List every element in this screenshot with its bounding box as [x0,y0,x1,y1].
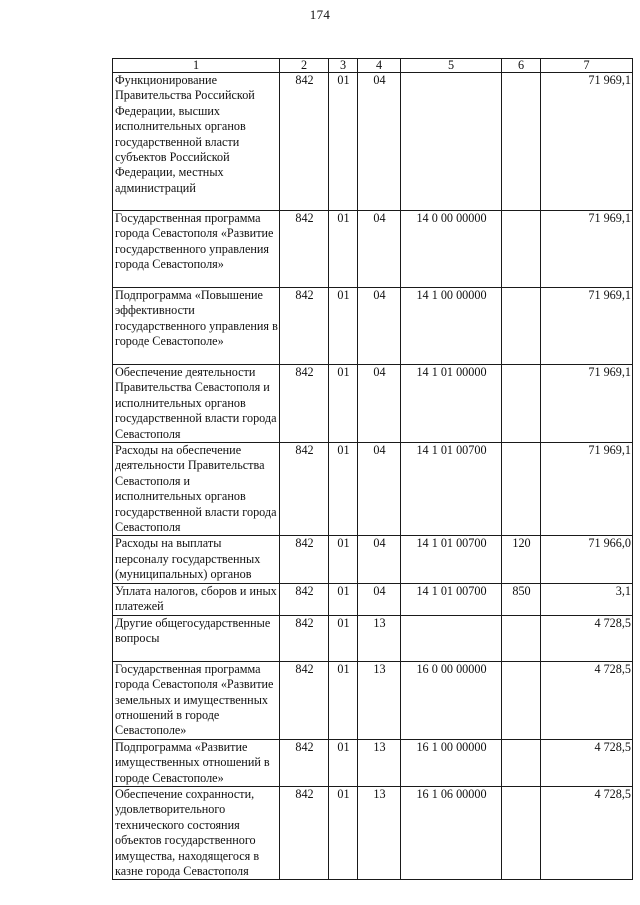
row-subsection: 04 [358,288,401,365]
row-expense-type [502,443,541,536]
table-row [113,786,633,879]
row-target-article: 16 1 06 00000 [401,786,502,879]
row-name: Расходы на обеспечение деятельности Правительства Севастополя и исполнительных органов государственной власти города Севастополя [113,443,280,536]
row-name: Государственная программа города Севастополя «Развитие государственного управления города Севастополя» [113,211,280,288]
page-number: 174 [309,7,331,22]
row-name: Подпрограмма «Развитие имущественных отношений в городе Севастополе» [113,739,280,786]
row-target-article: 14 1 01 00700 [401,443,502,536]
row-expense-type: 850 [502,583,541,615]
budget-table [112,58,633,880]
column-header-4: 4 [358,59,401,73]
row-subsection: 13 [358,786,401,879]
row-section: 01 [329,661,358,739]
row-section: 01 [329,288,358,365]
row-subsection: 13 [358,739,401,786]
row-section: 01 [329,73,358,211]
row-subsection: 04 [358,211,401,288]
row-amount: 3,1 [541,583,633,615]
row-target-article: 14 1 01 00700 [401,583,502,615]
row-section: 01 [329,536,358,583]
row-target-article [401,73,502,211]
row-ministry-code: 842 [280,211,329,288]
row-name: Уплата налогов, сборов и иных платежей [113,583,280,615]
row-ministry-code: 842 [280,73,329,211]
row-ministry-code: 842 [280,365,329,443]
row-amount: 4 728,5 [541,661,633,739]
column-header-6: 6 [502,59,541,73]
column-header-7: 7 [541,59,633,73]
row-expense-type [502,211,541,288]
row-expense-type [502,739,541,786]
table-header [113,59,633,73]
row-expense-type: 120 [502,536,541,583]
row-amount: 71 966,0 [541,536,633,583]
row-name: Обеспечение деятельности Правительства Севастополя и исполнительных органов государственной власти города Севастополя [113,365,280,443]
row-expense-type [502,73,541,211]
table-row [113,615,633,661]
row-amount: 4 728,5 [541,615,633,661]
row-expense-type [502,661,541,739]
table-row [113,661,633,739]
row-section: 01 [329,583,358,615]
table-row [113,211,633,288]
row-name: Подпрограмма «Повышение эффективности государственного управления в городе Севастополе» [113,288,280,365]
row-subsection: 04 [358,73,401,211]
row-name: Функционирование Правительства Российской Федерации, высших исполнительных органов государственной власти субъектов Российской Федерации, местных администраций [113,73,280,211]
row-amount: 4 728,5 [541,739,633,786]
row-name: Обеспечение сохранности, удовлетворительного технического состояния объектов государственного имущества, находящегося в казне города Севастополя [113,786,280,879]
row-target-article: 14 0 00 00000 [401,211,502,288]
table-row [113,73,633,211]
table-row [113,365,633,443]
row-section: 01 [329,365,358,443]
row-ministry-code: 842 [280,615,329,661]
row-ministry-code: 842 [280,443,329,536]
row-expense-type [502,786,541,879]
row-section: 01 [329,615,358,661]
row-amount: 71 969,1 [541,443,633,536]
column-header-1: 1 [113,59,280,73]
table-row [113,536,633,583]
row-target-article: 14 1 01 00700 [401,536,502,583]
row-amount: 71 969,1 [541,211,633,288]
row-ministry-code: 842 [280,786,329,879]
row-section: 01 [329,739,358,786]
column-header-5: 5 [401,59,502,73]
row-target-article: 14 1 00 00000 [401,288,502,365]
table-row [113,739,633,786]
row-subsection: 04 [358,443,401,536]
row-ministry-code: 842 [280,288,329,365]
row-amount: 71 969,1 [541,73,633,211]
row-subsection: 04 [358,583,401,615]
row-subsection: 13 [358,661,401,739]
row-section: 01 [329,443,358,536]
table-body [113,73,633,880]
row-expense-type [502,288,541,365]
row-ministry-code: 842 [280,661,329,739]
row-target-article: 16 1 00 00000 [401,739,502,786]
row-target-article [401,615,502,661]
column-header-3: 3 [329,59,358,73]
row-name: Расходы на выплаты персоналу государственных (муниципальных) органов [113,536,280,583]
row-subsection: 04 [358,365,401,443]
row-subsection: 13 [358,615,401,661]
row-expense-type [502,615,541,661]
row-ministry-code: 842 [280,536,329,583]
header-row [113,59,633,73]
row-ministry-code: 842 [280,739,329,786]
table-row [113,583,633,615]
column-header-2: 2 [280,59,329,73]
row-ministry-code: 842 [280,583,329,615]
table-row [113,288,633,365]
row-amount: 71 969,1 [541,288,633,365]
row-target-article: 16 0 00 00000 [401,661,502,739]
row-section: 01 [329,211,358,288]
row-amount: 4 728,5 [541,786,633,879]
row-target-article: 14 1 01 00000 [401,365,502,443]
row-name: Другие общегосударственные вопросы [113,615,280,661]
row-subsection: 04 [358,536,401,583]
row-name: Государственная программа города Севастополя «Развитие земельных и имущественных отношений в городе Севастополе» [113,661,280,739]
row-amount: 71 969,1 [541,365,633,443]
table-row [113,443,633,536]
row-expense-type [502,365,541,443]
row-section: 01 [329,786,358,879]
